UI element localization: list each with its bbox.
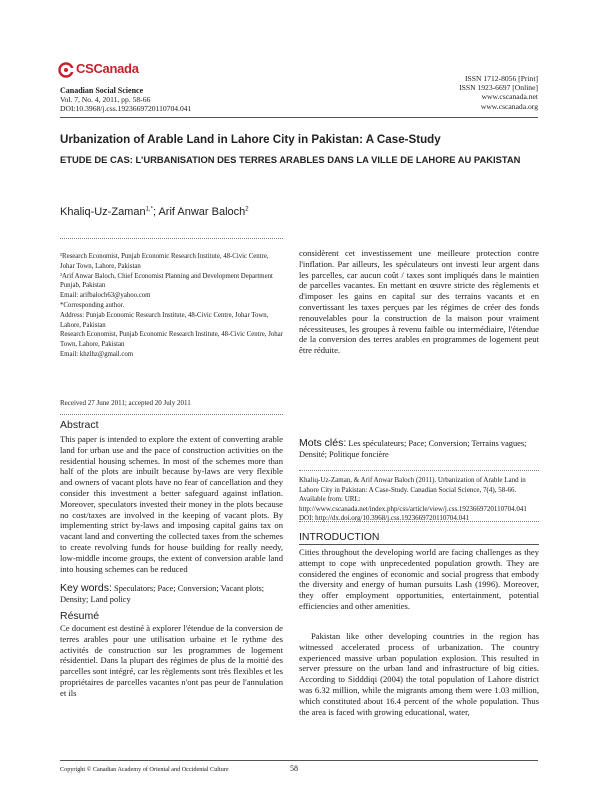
cscanada-logo-icon <box>58 62 74 78</box>
received-date: Received 27 June 2011; accepted 20 July 2011 <box>60 399 191 407</box>
authors <box>60 206 249 218</box>
divider <box>299 521 539 522</box>
issn-online: ISSN 1923-6697 [Online] <box>459 83 538 93</box>
affiliation-line: Email: arifbaloch63@yahoo.com <box>60 292 151 300</box>
intro-paragraph: Pakistan like other developing countries in the region has witnessed accelerated process of urbanization. The country experienced massive urban population explosion. This resulted in server pressure on the urban land and infrastructure of big cities. According to Sidddiqi (2004) the total population of Lahore district was 6.32 million, while the migrants among them were 1.03 million, which constituted about 16.4 percent of the whole population. Thus the area is faced with growing educational, water, <box>299 631 539 717</box>
keywords-label: Key words: <box>60 582 112 594</box>
introduction-heading: INTRODUCTION <box>299 531 380 543</box>
affiliation-line: ¹Research Economist, Punjab Economic Research Institute, 48-Civic Centre, Johar Town, Lahore, Pakistan <box>60 253 269 270</box>
affiliations <box>60 252 283 360</box>
article-title: Urbanization of Arable Land in Lahore City in Pakistan: A Case-Study <box>60 133 441 146</box>
resume-continuation: considèrent cet investissement une meilleure protection contre l'inflation. Par ailleurs, les spéculateurs ont investi leur argent dans les parcelles, car aucun coût / taxes sont impliqués dans le maintien de parcelles vacantes. En mettant en œuvre stricte des règlements et d'imposer les gains en capital sur des terrains vacants et en convertissant les taxes perçues par les régimes de créer des fonds renouvelables pour la construction de la maison pour vraiment nécessiteuses, les groupes à revenu faible ou intermédiaire, l'étendue de la conversion des terres arables en programmes de logement peut être réduite. <box>299 248 539 356</box>
affiliation-line: *Corresponding author. <box>60 301 125 309</box>
doi-line[interactable]: DOI:10.3968/j.css.1923669720110704.041 <box>60 104 192 113</box>
website-link[interactable]: www.cscanada.net <box>481 92 538 102</box>
french-title: ETUDE DE CAS: L’URBANISATION DES TERRES ARABLES DANS LA VILLE DE LAHORE AU PAKISTAN <box>60 154 521 165</box>
affiliation-line: Research Economist, Punjab Economic Research Institute, 48-Civic Centre, Johar Town, Lahore, Pakistan <box>60 331 283 349</box>
citation-block: Khaliq-Uz-Zaman, & Arif Anwar Baloch (2011). Urbanization of Arable Land in Lahore City in Pakistan: A Case-Study. Canadian Social Science, 7(4), 58-66. Available from: URL: http://www.cscanada.net/index.php/css/article/view/j.css.1923669720110704.041 DOI: http://dx.doi.org/10.3968/j.css.1923669720110704.041 <box>299 476 527 523</box>
author-superscript: 1,* <box>145 206 153 213</box>
divider <box>60 414 283 415</box>
header-divider <box>60 117 538 118</box>
intro-paragraph: Cities throughout the developing world are facing challenges as they attempt to cope with unprecedented population growth. They are considered the engines of economic and social progress that embody the diversity and energy of human pursuits Lash (1996). Moreover, they offer employment opportunities, entertainment, potential efficiencies and other amenities. <box>299 547 539 611</box>
abstract-text: This paper is intended to explore the extent of converting arable land for urban use and the pace of construction activities on the residential housing schemes. In most of the schemes more than half of the plots are inbuilt because by-laws are very flexible and owners of vacant plots have no fear of cancellation and they consider this investment a better safeguard against inflation. Moreover, speculators invested their money in the plots because no cost/taxes are involved in the keeping of vacant plots. By implementing strict by-laws and imposing capital gains tax on vacant land and converting the collected taxes from the schemes to create revolving funds for house building for really needy, low-middle income groups, the extent of conversion arable land into housing schemes can be reduced <box>60 434 283 574</box>
website-link[interactable]: www.cscanada.org <box>480 101 538 111</box>
divider <box>60 238 283 239</box>
divider <box>299 470 539 471</box>
logo-text: CSCanada <box>76 61 139 76</box>
affiliation-line: ²Arif Anwar Baloch, Chief Economist Planning and Development Department Punjab, Pakistan <box>60 272 273 290</box>
abstract-heading: Abstract <box>60 419 99 431</box>
author-name: Khaliq-Uz-Zaman <box>60 206 146 218</box>
copyright-text: Copyright © Canadian Academy of Oriental and Occidental Culture <box>60 766 229 773</box>
intro-underline <box>299 544 539 545</box>
footer-divider <box>60 760 538 761</box>
issn-print: ISSN 1712-8056 [Print] <box>465 74 538 83</box>
page-number: 58 <box>290 764 298 773</box>
keywords-text: Speculators; Pace; Conversion; Vacant plots; Density; Land policy <box>60 584 265 604</box>
mots-cles-label: Mots clés: <box>299 437 347 449</box>
keywords <box>60 583 283 605</box>
issn-block <box>459 74 538 111</box>
mots-cles-text: Les spéculateurs; Pace; Conversion; Terrains vagues; Densité; Politique foncière <box>299 439 527 459</box>
author-name: ; Arif Anwar Baloch <box>152 206 246 218</box>
affiliation-line: Email: khzlhz@gmail.com <box>60 350 134 358</box>
journal-name: Canadian Social Science <box>60 86 144 95</box>
author-superscript: 2 <box>245 206 249 213</box>
journal-info <box>60 86 191 113</box>
volume-line: Vol. 7, No. 4, 2011, pp. 58-66 <box>60 95 151 104</box>
mots-cles <box>299 438 539 460</box>
resume-heading: Résumé <box>60 610 100 622</box>
affiliation-line: Address: Punjab Economic Research Institute, 48-Civic Centre, Johar Town, Lahore, Pakistan <box>60 311 269 329</box>
resume-text: Ce document est destiné à explorer l'étendue de la conversion de terres arables pour une utilisation urbaine et le rythme des activités de construction sur les programmes de logement résidentiel. Dans la plupart des régimes de plus de la moitié des parcelles sont intégré, car les règlements sont très flexibles et les propriétaires de parcelles vacantes n'ont pas peur de l'annulation et ils <box>60 623 283 698</box>
